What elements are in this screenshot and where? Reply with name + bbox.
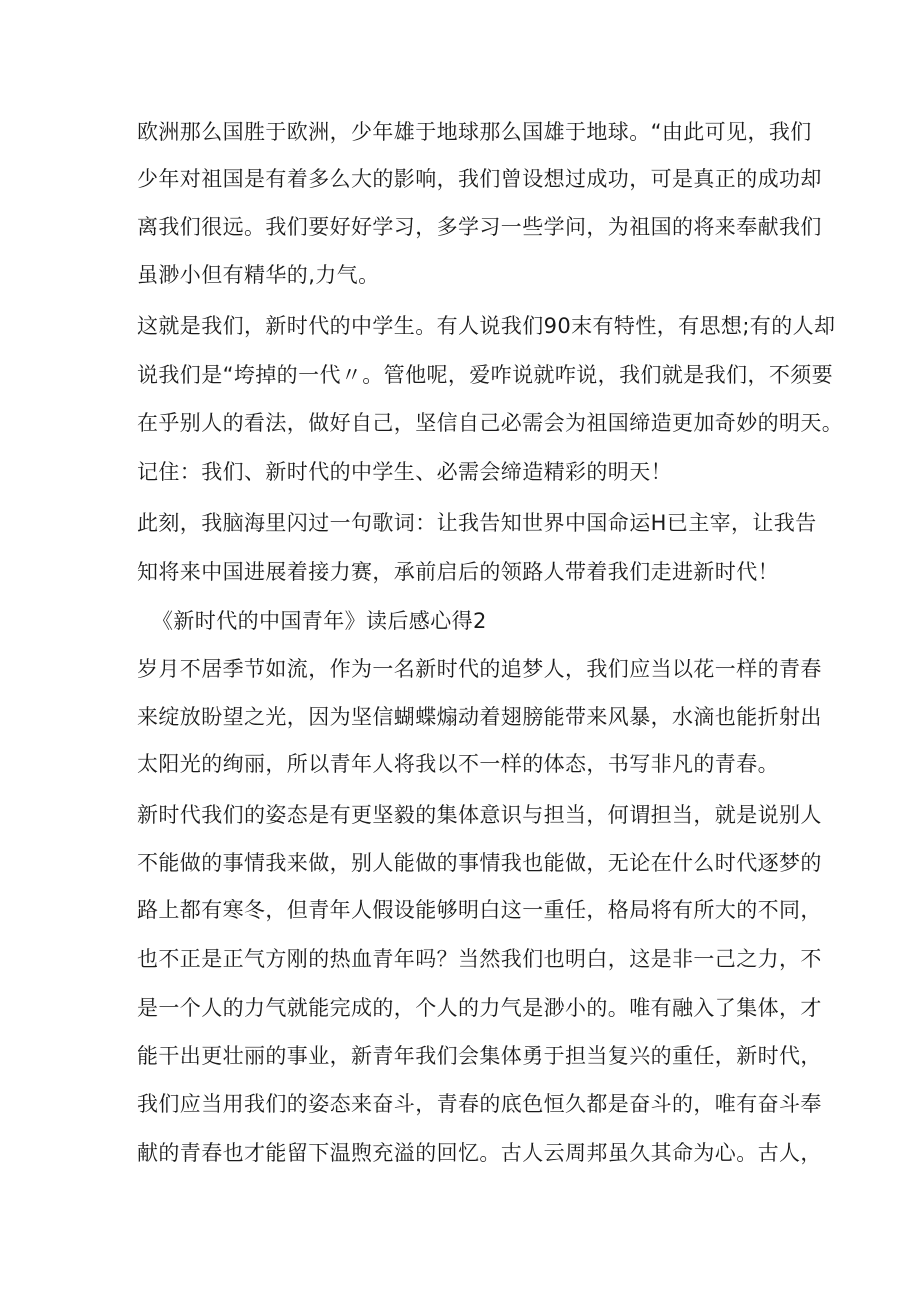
text-line: 新时代我们的姿态是有更坚毅的集体意识与担当，何谓担当，就是说别人	[137, 803, 822, 827]
text-line: 来绽放盼望之光，因为坚信蝴蝶煽动着翅膀能带来风暴，水滴也能折射出	[137, 705, 822, 729]
text-line: 献的青春也才能留下温煦充溢的回忆。古人云周邦虽久其命为心。古人，	[137, 1141, 822, 1165]
text-line: 知将来中国进展着接力赛，承前启后的领路人带着我们走进新时代！	[137, 560, 779, 584]
text-line: 不能做的事情我来做，别人能做的事情我也能做，无论在什么时代逐梦的	[137, 851, 822, 875]
text-line: 虽渺小但有精华的,力气。	[137, 263, 380, 287]
text-line: 记住：我们、新时代的中学生、必需会缔造精彩的明天！	[137, 460, 672, 484]
text-line: 少年对祖国是有着多么大的影响，我们曾设想过成功，可是真正的成功却	[137, 167, 822, 191]
text-line: 是一个人的力气就能完成的，个人的力气是渺小的。唯有融入了集体，才	[137, 996, 822, 1020]
text-line: 在乎别人的看法，做好自己，坚信自己必需会为祖国缔造更加奇妙的明天。	[137, 411, 844, 435]
text-line: 此刻，我脑海里闪过一句歌词：让我告知世界中国命运H已主宰，让我告	[137, 511, 817, 535]
text-line: 路上都有寒冬，但青年人假设能够明白这一重任，格局将有所大的不同，	[137, 898, 822, 922]
text-line: 离我们很远。我们要好好学习，多学习一些学问，为祖国的将来奉献我们	[137, 215, 822, 239]
text-line: 也不正是正气方刚的热血青年吗？当然我们也明白，这是非一己之力，不	[137, 947, 822, 971]
text-line: 说我们是“垮掉的一代〃。管他呢，爱咋说就咋说，我们就是我们，不须要	[137, 363, 834, 387]
text-line: 能干出更壮丽的事业，新青年我们会集体勇于担当复兴的重任，新时代，	[137, 1044, 822, 1068]
section-heading: 《新时代的中国青年》读后感心得2	[152, 609, 487, 633]
text-line: 岁月不居季节如流，作为一名新时代的追梦人，我们应当以花一样的青春	[137, 657, 822, 681]
text-line: 太阳光的绚丽，所以青年人将我以不一样的体态，书写非凡的青春。	[137, 752, 779, 776]
text-line: 这就是我们，新时代的中学生。有人说我们90末有特性，有思想;有的人却	[137, 314, 836, 338]
text-line: 欧洲那么国胜于欧洲，少年雄于地球那么国雄于地球。“由此可见，我们	[137, 120, 812, 144]
text-line: 我们应当用我们的姿态来奋斗，青春的底色恒久都是奋斗的，唯有奋斗奉	[137, 1092, 822, 1116]
